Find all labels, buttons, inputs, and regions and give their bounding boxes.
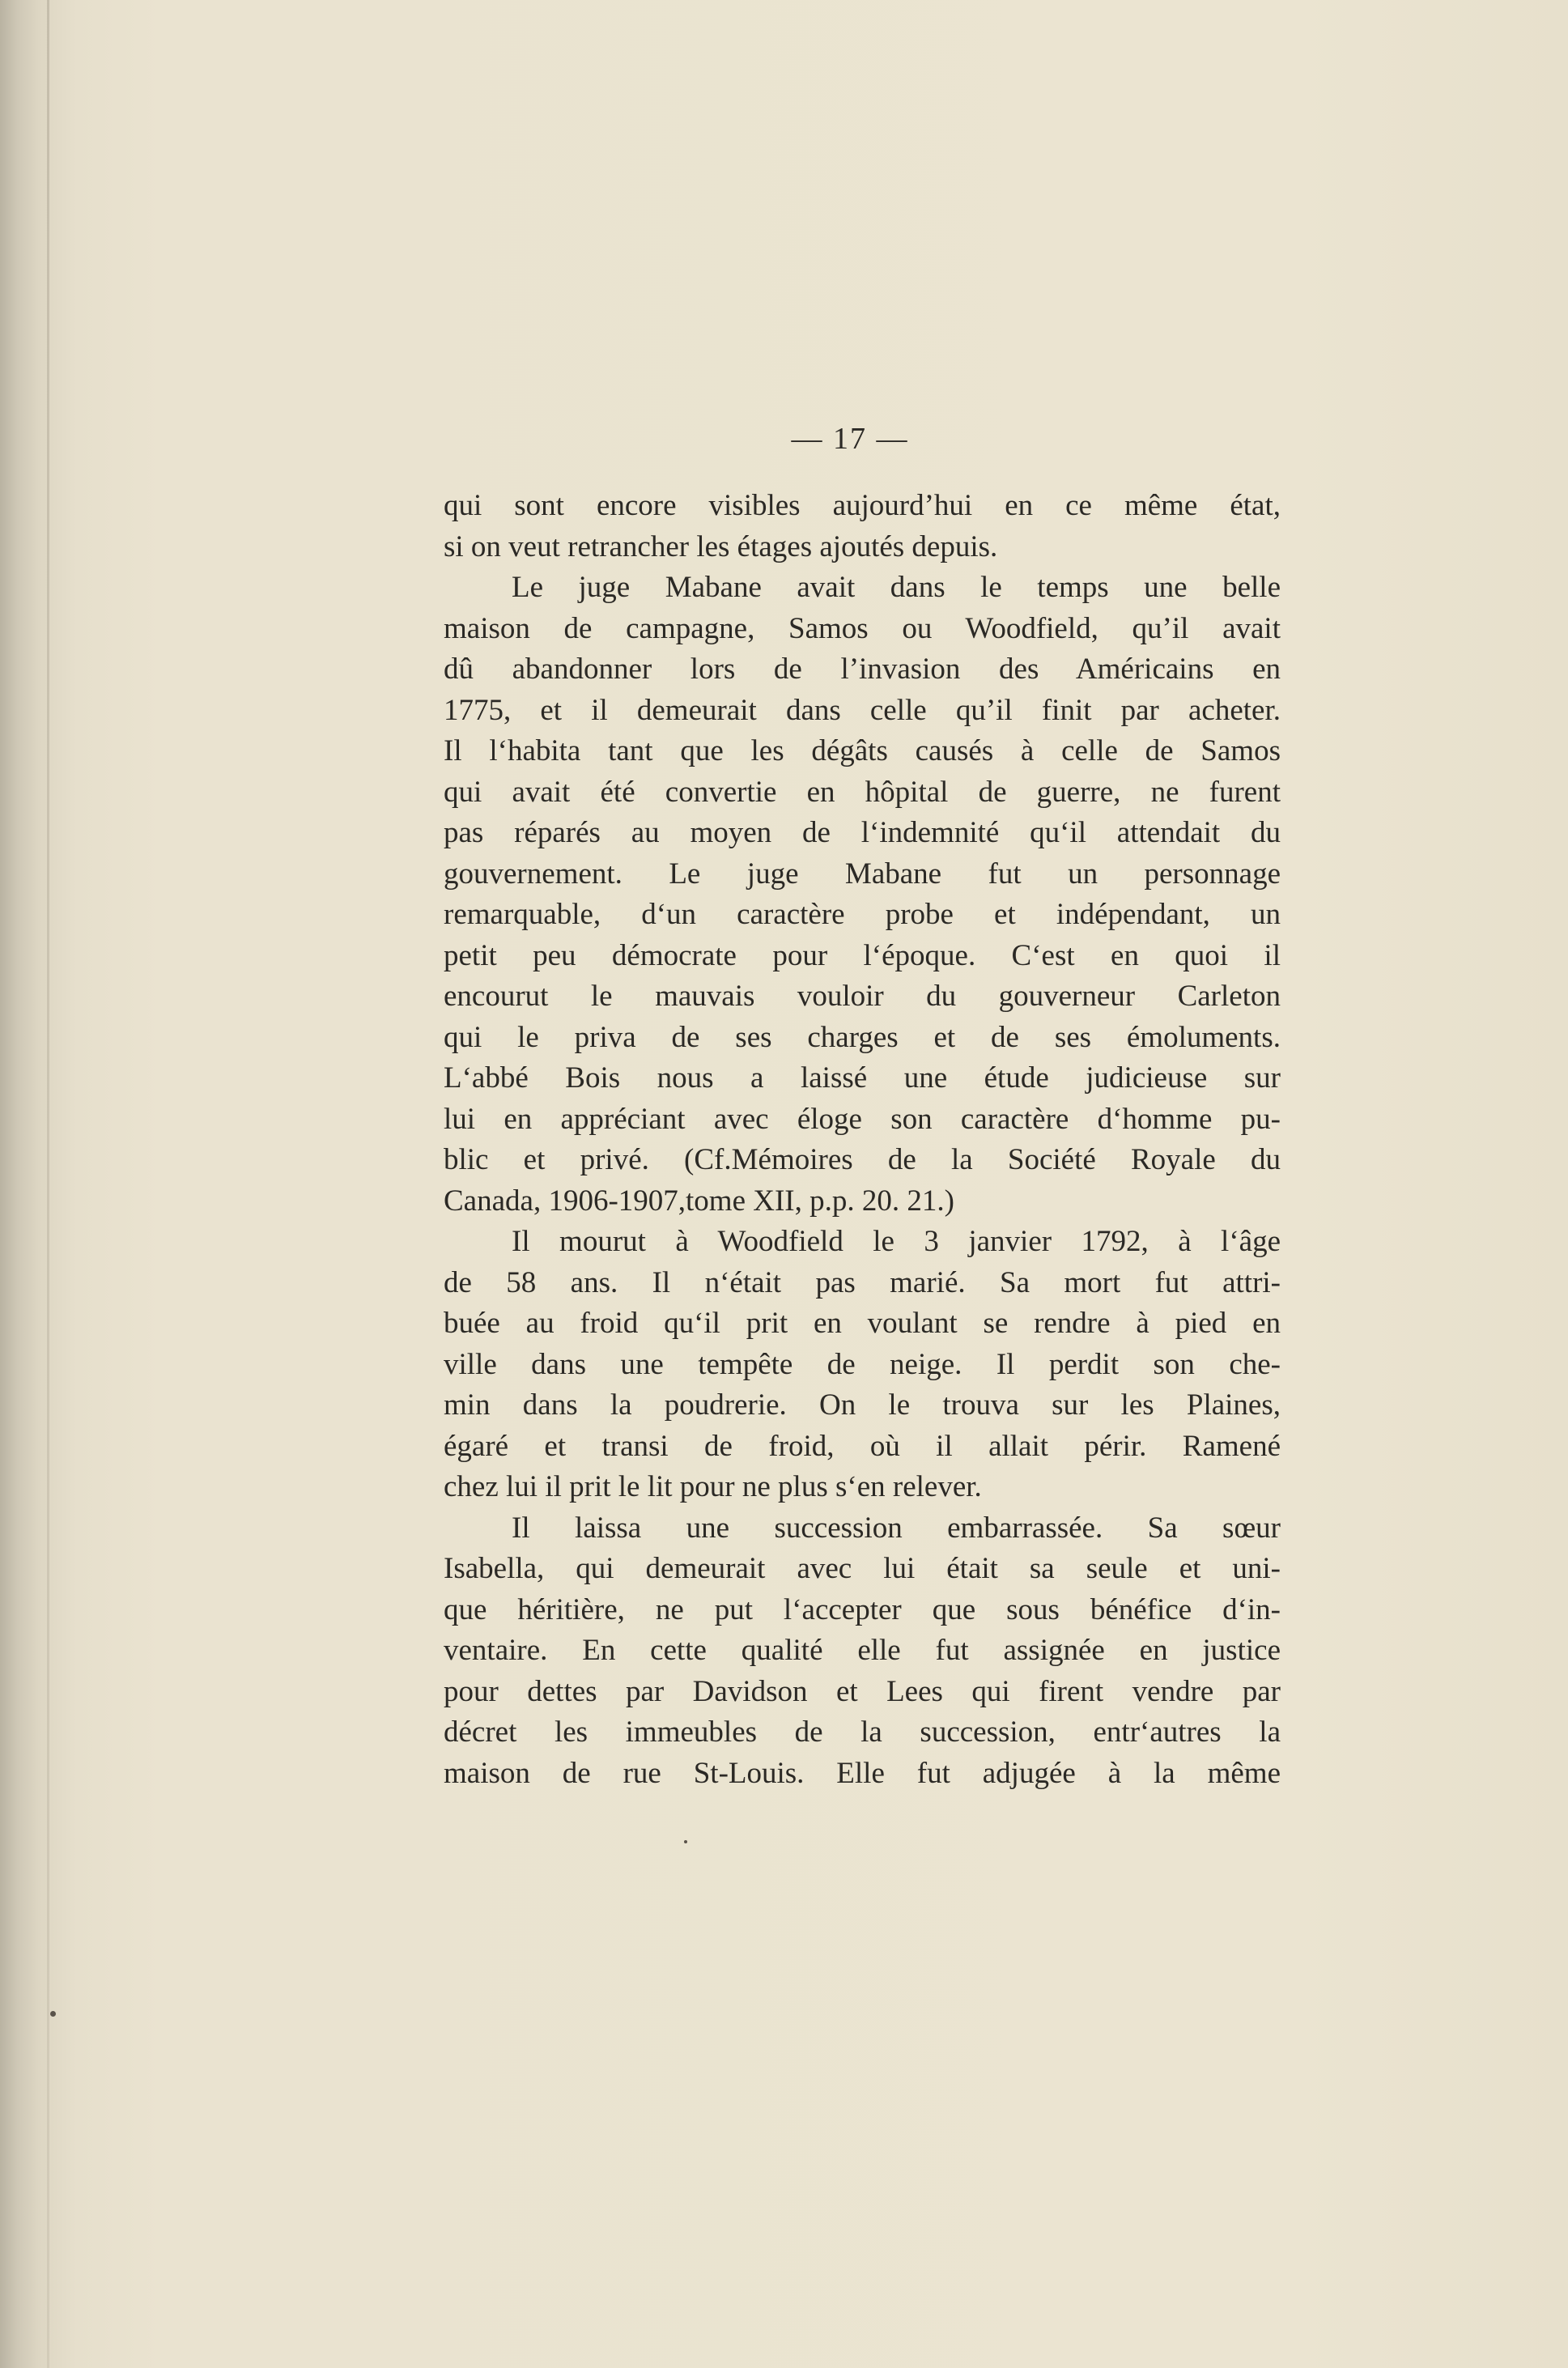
text-line: ventaire. En cette qualité elle fut assignée en justice <box>444 1634 1281 1667</box>
text-line: 1775, et il demeurait dans celle qu’il finit par acheter. <box>444 693 1281 727</box>
text-line: pour dettes par Davidson et Lees qui firent vendre par <box>444 1674 1281 1708</box>
text-line: Il laissa une succession embarrassée. Sa sœur <box>512 1511 1281 1545</box>
text-line: si on veut retrancher les étages ajoutés depuis. <box>444 529 998 563</box>
text-line: min dans la poudrerie. On le trouva sur les Plaines, <box>444 1388 1281 1422</box>
body-text <box>444 486 1281 1794</box>
text-line: pas réparés au moyen de l‘indemnité qu‘il attendait du <box>444 816 1281 849</box>
text-line: qui sont encore visibles aujourd’hui en ce même état, <box>444 489 1281 522</box>
text-line: lui en appréciant avec éloge son caractère d‘homme pu- <box>444 1102 1281 1136</box>
text-line: décret les immeubles de la succession, entr‘autres la <box>444 1715 1281 1749</box>
text-line: Il l‘habita tant que les dégâts causés à celle de Samos <box>444 734 1281 767</box>
text-line: ville dans une tempête de neige. Il perdit son che- <box>444 1347 1281 1381</box>
text-line: petit peu démocrate pour l‘époque. C‘est en quoi il <box>444 938 1281 972</box>
text-line: que héritière, ne put l‘accepter que sous bénéfice d‘in- <box>444 1592 1281 1626</box>
text-line: Isabella, qui demeurait avec lui était sa seule et uni- <box>444 1552 1281 1585</box>
text-line: chez lui il prit le lit pour ne plus s‘en relever. <box>444 1470 982 1503</box>
text-line: maison de campagne, Samos ou Woodfield, qu’il avait <box>444 611 1281 645</box>
paper-speck <box>50 2011 56 2017</box>
text-line: L‘abbé Bois nous a laissé une étude judicieuse sur <box>444 1061 1281 1095</box>
text-line: Le juge Mabane avait dans le temps une belle <box>512 571 1281 604</box>
text-line: qui avait été convertie en hôpital de guerre, ne furent <box>444 775 1281 809</box>
text-line: encourut le mauvais vouloir du gouverneur Carleton <box>444 980 1281 1013</box>
text-line: maison de rue St-Louis. Elle fut adjugée à la même <box>444 1756 1281 1790</box>
text-line: blic et privé. (Cf.Mémoires de la Société Royale du <box>444 1143 1281 1176</box>
text-line: qui le priva de ses charges et de ses émoluments. <box>444 1020 1281 1054</box>
text-line: Canada, 1906-1907,tome XII, p.p. 20. 21.) <box>444 1184 954 1218</box>
text-line: gouvernement. Le juge Mabane fut un personnage <box>444 857 1281 891</box>
text-line: de 58 ans. Il n‘était pas marié. Sa mort fut attri- <box>444 1265 1281 1299</box>
paper-speck <box>684 1840 687 1843</box>
page-number: — 17 — <box>791 422 909 456</box>
text-line: buée au froid qu‘il prit en voulant se rendre à pied en <box>444 1307 1281 1340</box>
text-line: remarquable, d‘un caractère probe et indépendant, un <box>444 898 1281 931</box>
text-line: égaré et transi de froid, où il allait périr. Ramené <box>444 1429 1281 1463</box>
text-line: dû abandonner lors de l’invasion des Américains en <box>444 653 1281 686</box>
binding-gutter <box>47 0 49 2368</box>
text-line: Il mourut à Woodfield le 3 janvier 1792, à l‘âge <box>512 1225 1281 1258</box>
